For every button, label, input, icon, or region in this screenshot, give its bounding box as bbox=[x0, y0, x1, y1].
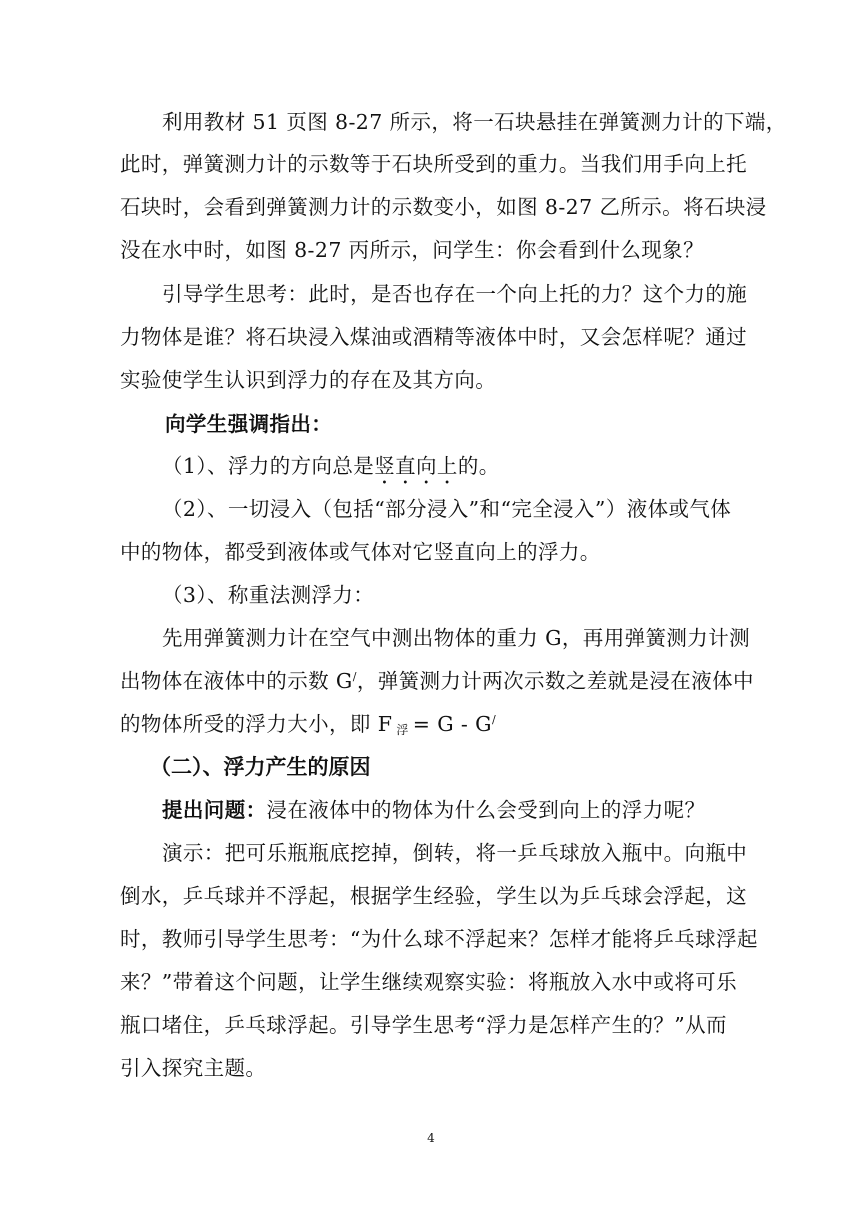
emphasis-heading: 向学生强调指出： bbox=[165, 412, 333, 436]
paragraph-4-line-6: 引入探究主题。 bbox=[120, 1056, 267, 1080]
point-1-suffix: 的。 bbox=[457, 454, 500, 478]
buoyancy-subscript: 浮 bbox=[396, 723, 409, 737]
section-title: （二）、浮力产生的原因 bbox=[150, 755, 371, 779]
question-line bbox=[162, 795, 705, 825]
question-text: 浸在液体中的物体为什么会受到向上的浮力呢？ bbox=[266, 798, 706, 822]
paragraph-4-line-1: 演示：把可乐瓶瓶底挖掉，倒转，将一乒乓球放入瓶中。向瓶中 bbox=[162, 841, 748, 865]
prime-mark: / bbox=[352, 670, 357, 684]
paragraph-2-line-3: 实验使学生认识到浮力的存在及其方向。 bbox=[120, 368, 497, 392]
paragraph-4-line-4: 来？”带着这个问题，让学生继续观察实验：将瓶放入水中或将可乐 bbox=[120, 970, 737, 994]
paragraph-4-line-3: 时，教师引导学生思考：“为什么球不浮起来？怎样才能将乒乓球浮起 bbox=[120, 927, 758, 951]
question-label: 提出问题： bbox=[162, 798, 267, 822]
paragraph-1-line-4: 没在水中时，如图 8-27 丙所示，问学生：你会看到什么现象？ bbox=[120, 238, 704, 262]
point-1-emphasis: 竖直向上 bbox=[374, 454, 458, 478]
paragraph-2-line-2: 力物体是谁？将石块浸入煤油或酒精等液体中时，又会怎样呢？通过 bbox=[120, 325, 747, 349]
paragraph-3-line-3-text-b: = G - G bbox=[412, 712, 492, 736]
paragraph-1-line-1: 利用教材 51 页图 8-27 所示，将一石块悬挂在弹簧测力计的下端， bbox=[162, 110, 787, 134]
paragraph-3-line-2-text-b: ，弹簧测力计两次示数之差就是浸在液体中 bbox=[356, 669, 754, 693]
paragraph-3-line-3-text-a: 的物体所受的浮力大小，即 F bbox=[120, 712, 393, 736]
point-2-line-1: （2）、一切浸入（包括“部分浸入”和“完全浸入”）液体或气体 bbox=[162, 497, 732, 521]
paragraph-2-line-1: 引导学生思考：此时，是否也存在一个向上托的力？这个力的施 bbox=[162, 282, 748, 306]
point-1 bbox=[162, 451, 500, 489]
paragraph-3-line-2 bbox=[120, 666, 754, 696]
paragraph-1-line-2: 此时，弹簧测力计的示数等于石块所受到的重力。当我们用手向上托 bbox=[120, 152, 747, 176]
prime-mark: / bbox=[491, 713, 497, 727]
paragraph-1-line-3: 石块时，会看到弹簧测力计的示数变小，如图 8-27 乙所示。将石块浸 bbox=[120, 195, 767, 219]
paragraph-3-line-1: 先用弹簧测力计在空气中测出物体的重力 G，再用弹簧测力计测 bbox=[162, 626, 750, 650]
point-2-line-2: 中的物体，都受到液体或气体对它竖直向上的浮力。 bbox=[120, 540, 601, 564]
paragraph-4-line-5: 瓶口堵住，乒乓球浮起。引导学生思考“浮力是怎样产生的？”从而 bbox=[120, 1013, 727, 1037]
paragraph-3-line-3 bbox=[120, 709, 496, 745]
paragraph-3-line-2-text-a: 出物体在液体中的示数 G bbox=[120, 669, 353, 693]
point-3: （3）、称重法测浮力： bbox=[162, 583, 375, 607]
page-number: 4 bbox=[427, 1131, 435, 1145]
paragraph-4-line-2: 倒水，乒乓球并不浮起，根据学生经验，学生以为乒乓球会浮起，这 bbox=[120, 884, 747, 908]
point-1-prefix: （1）、浮力的方向总是 bbox=[162, 454, 375, 478]
